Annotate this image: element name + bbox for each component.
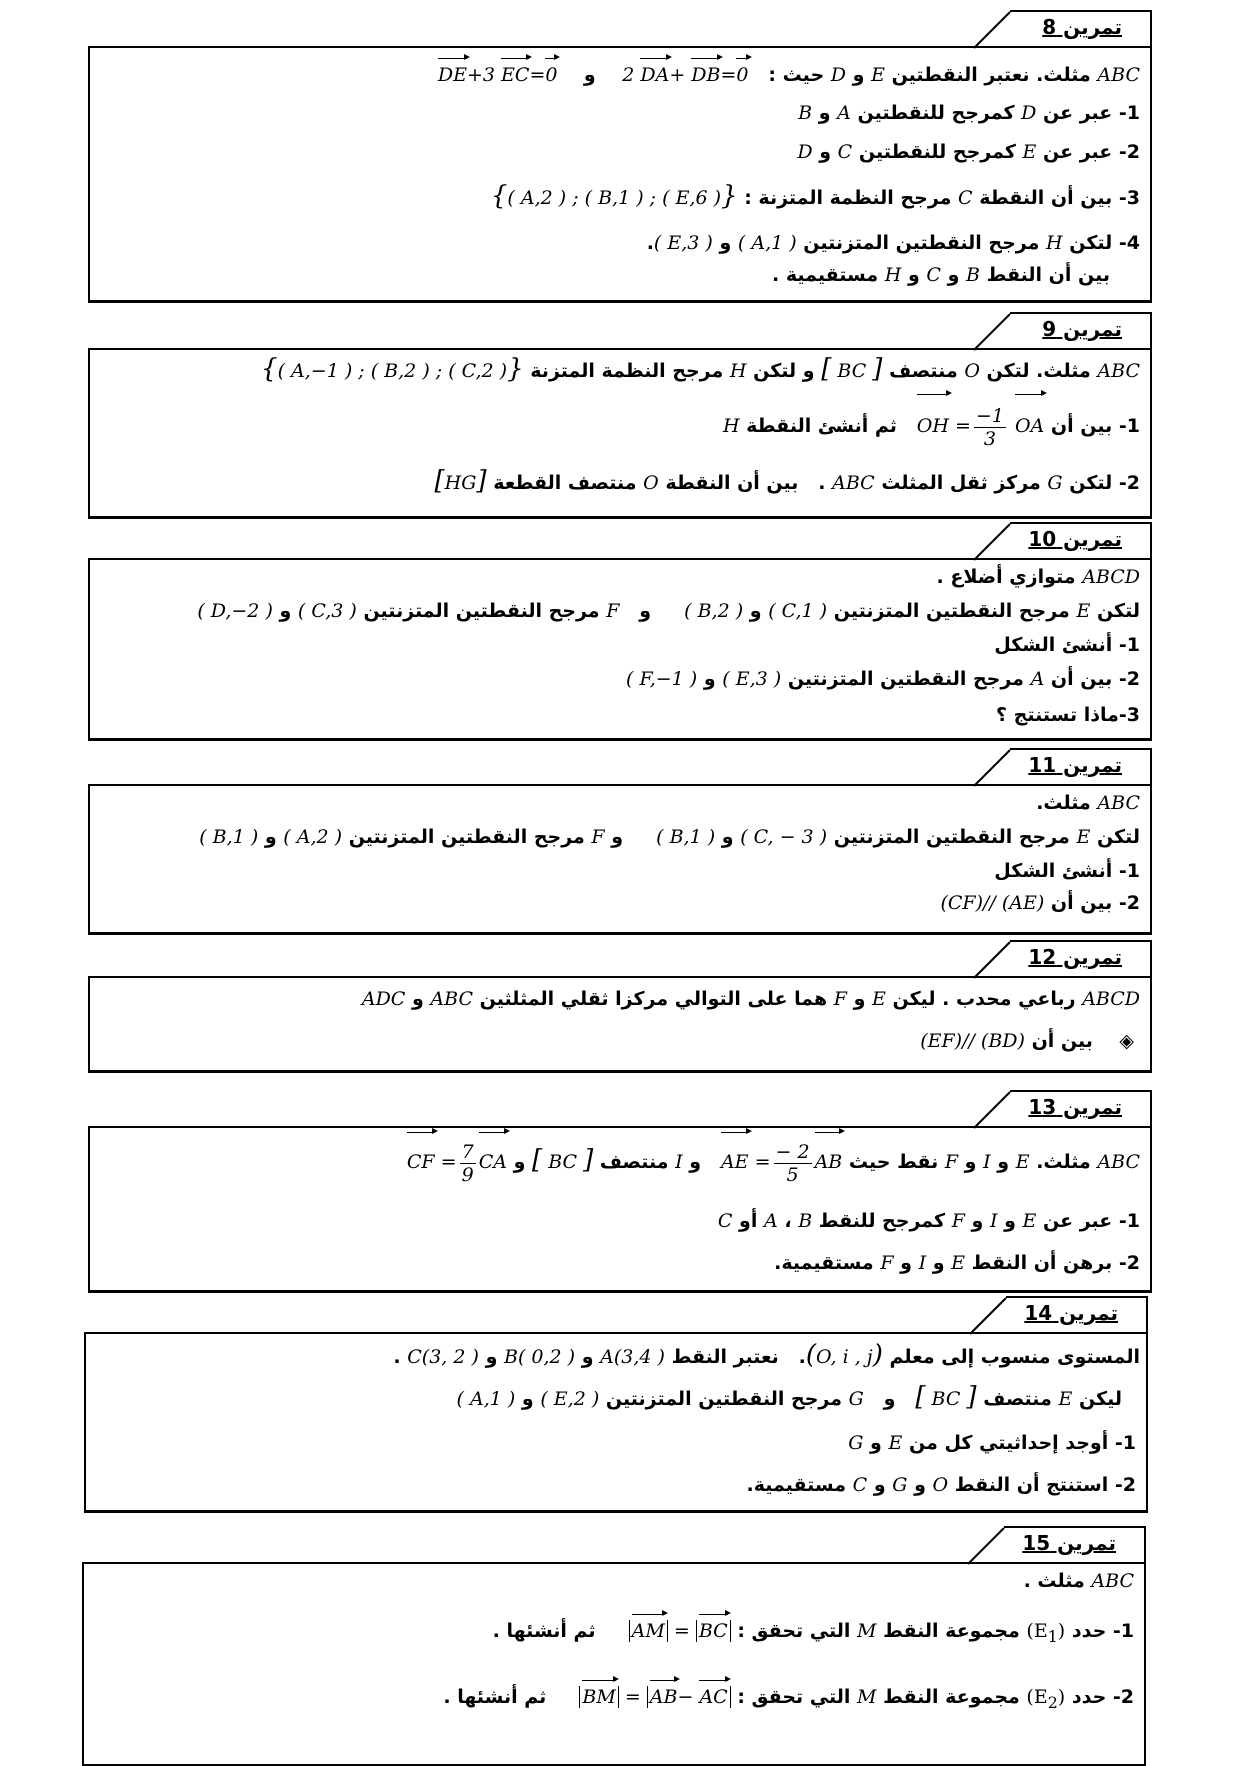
exercise-12-title: تمرين 12 — [1028, 945, 1122, 969]
ex10-line-1: ABCD متوازي أضلاع . — [936, 566, 1140, 588]
exercise-14-tab — [1006, 1296, 1148, 1334]
exercise-8-tab — [1010, 10, 1152, 48]
tab-slant-icon — [972, 522, 1012, 562]
exercise-8-box — [88, 46, 1152, 303]
exercise-14 — [84, 1296, 1148, 1512]
exercise-13-tab — [1010, 1090, 1152, 1128]
tab-slant-icon — [972, 940, 1012, 980]
ex9-q1: 1- بين أن OH = $\frac{-1}{3}$ OA ثم أنشئ النقطة H — [723, 396, 1140, 456]
ex8-line-1: ABC مثلث. نعتبر النقطتين E و D حيث : 2 DA+ DB=0 و DE+3 EC=0 — [438, 60, 1140, 90]
ex8-q1: 1- عبر عن D كمرجح للنقطتين A و B — [798, 102, 1140, 124]
ex12-q1: ◈ بين أن (EF)// (BD) — [920, 1030, 1134, 1052]
ex11-line-1: ABC مثلث. — [1036, 792, 1140, 814]
ex10-q2: 2- بين أن A مرجح النقطتين المتزنتين ( E,3 ) و ( F,−1 ) — [626, 668, 1140, 690]
ex13-line-1: ABC مثلث. E و I و F نقط حيث AE = $\frac{- 2}{5}$ AB و I منتصف [ BC ] و CF = $\frac{7}{9}$ CA — [407, 1132, 1140, 1190]
exercise-10-box — [88, 558, 1152, 741]
exercise-13 — [88, 1090, 1152, 1292]
diamond-bullet-icon: ◈ — [1119, 1030, 1134, 1052]
exercise-10 — [88, 522, 1152, 740]
exercise-11-box — [88, 784, 1152, 935]
ex15-q1: 1- حدد $(E_1)$ مجموعة النقط M التي تحقق : AM = BC ثم أنشئها . — [493, 1616, 1134, 1652]
exercise-12-box — [88, 976, 1152, 1073]
exercise-15-box — [82, 1562, 1146, 1766]
exercise-8 — [88, 10, 1152, 300]
ex8-q2: 2- عبر عن E كمرجح للنقطتين C و D — [797, 141, 1140, 163]
exercise-8-title: تمرين 8 — [1042, 15, 1122, 39]
ex8-q5: بين أن النقط B و C و H مستقيمية . — [772, 264, 1110, 286]
tab-slant-icon — [972, 748, 1012, 788]
ex12-line-1: ABCD رباعي محدب . ليكن E و F هما على التوالي مركزا ثقلي المثلثين ABC و ADC — [361, 988, 1140, 1010]
exercise-9-tab — [1010, 312, 1152, 350]
ex14-q1: 1- أوجد إحداثيتي كل من E و G — [848, 1432, 1136, 1454]
ex15-line-1: ABC مثلث . — [1023, 1570, 1134, 1592]
ex14-line-2: ليكن E منتصف [ BC ] و G مرجح النقطتين المتزنتين ( E,2 ) و ( A,1 ) — [456, 1382, 1122, 1412]
ex11-q1: 1- أنشئ الشكل — [994, 860, 1140, 882]
exercise-13-box — [88, 1126, 1152, 1293]
exercise-12-tab — [1010, 940, 1152, 978]
exercise-14-box — [84, 1332, 1148, 1513]
ex11-line-2: لتكن E مرجح النقطتين المتزنتين ( C, − 3 ) و ( B,1 ) و F مرجح النقطتين المتزنتين ( A,2 ) و ( B,1 ) — [199, 826, 1140, 848]
ex9-q2: 2- لتكن G مركز ثقل المثلث ABC . بين أن النقطة O منتصف القطعة [HG] — [434, 466, 1140, 496]
exercise-15-tab — [1004, 1526, 1146, 1564]
exercise-12 — [88, 940, 1152, 1072]
ex10-q1: 1- أنشئ الشكل — [994, 634, 1140, 656]
exercise-11 — [88, 748, 1152, 934]
tab-slant-icon — [972, 10, 1012, 50]
tab-slant-icon — [966, 1526, 1006, 1566]
ex10-line-2: لتكن E مرجح النقطتين المتزنتين ( C,1 ) و ( B,2 ) و F مرجح النقطتين المتزنتين ( C,3 ) و ( D,−2 ) — [197, 600, 1140, 622]
tab-slant-icon — [968, 1296, 1008, 1336]
ex14-line-1: المستوى منسوب إلى معلم (O, i , j). نعتبر النقط A(3,4 ) و B( 0,2 ) و C(3, 2 ) . — [393, 1340, 1140, 1370]
exercise-15-title: تمرين 15 — [1022, 1531, 1116, 1555]
exercise-11-title: تمرين 11 — [1028, 753, 1122, 777]
exercise-9 — [88, 312, 1152, 518]
ex15-q2: 2- حدد $(E_2)$ مجموعة النقط M التي تحقق : BM = AB− AC ثم أنشئها . — [443, 1682, 1134, 1718]
tab-slant-icon — [972, 312, 1012, 352]
exercise-10-title: تمرين 10 — [1028, 527, 1122, 551]
ex14-q2: 2- استنتج أن النقط O و G و C مستقيمية. — [746, 1474, 1136, 1496]
exercise-10-tab — [1010, 522, 1152, 560]
exercise-9-box — [88, 348, 1152, 519]
exercise-14-title: تمرين 14 — [1024, 1301, 1118, 1325]
exercise-13-title: تمرين 13 — [1028, 1095, 1122, 1119]
ex13-q1: 1- عبر عن E و I و F كمرجح للنقط A ، B أو C — [717, 1210, 1140, 1232]
ex13-q2: 2- برهن أن النقط E و I و F مستقيمية. — [774, 1252, 1140, 1274]
exercise-15 — [82, 1526, 1146, 1753]
ex11-q2: 2- بين أن (CF)// (AE) — [940, 892, 1140, 914]
ex8-q4: 4- لتكن H مرجح النقطتين المتزنتين ( A,1 ) و ( E,3 ). — [646, 232, 1140, 254]
exercise-11-tab — [1010, 748, 1152, 786]
ex9-line-1: ABC مثلث. لتكن O منتصف [ BC ] و لتكن H مرجح النظمة المتزنة {( A,−1 ) ; ( B,2 ) ; ( C,2 )} — [261, 354, 1140, 384]
exercise-9-title: تمرين 9 — [1042, 317, 1122, 341]
ex8-q3: 3- بين أن النقطة C مرجح النظمة المتزنة : {( A,2 ) ; ( B,1 ) ; ( E,6 )} — [490, 181, 1140, 211]
ex10-q3: 3-ماذا تستنتج ؟ — [996, 704, 1140, 726]
tab-slant-icon — [972, 1090, 1012, 1130]
